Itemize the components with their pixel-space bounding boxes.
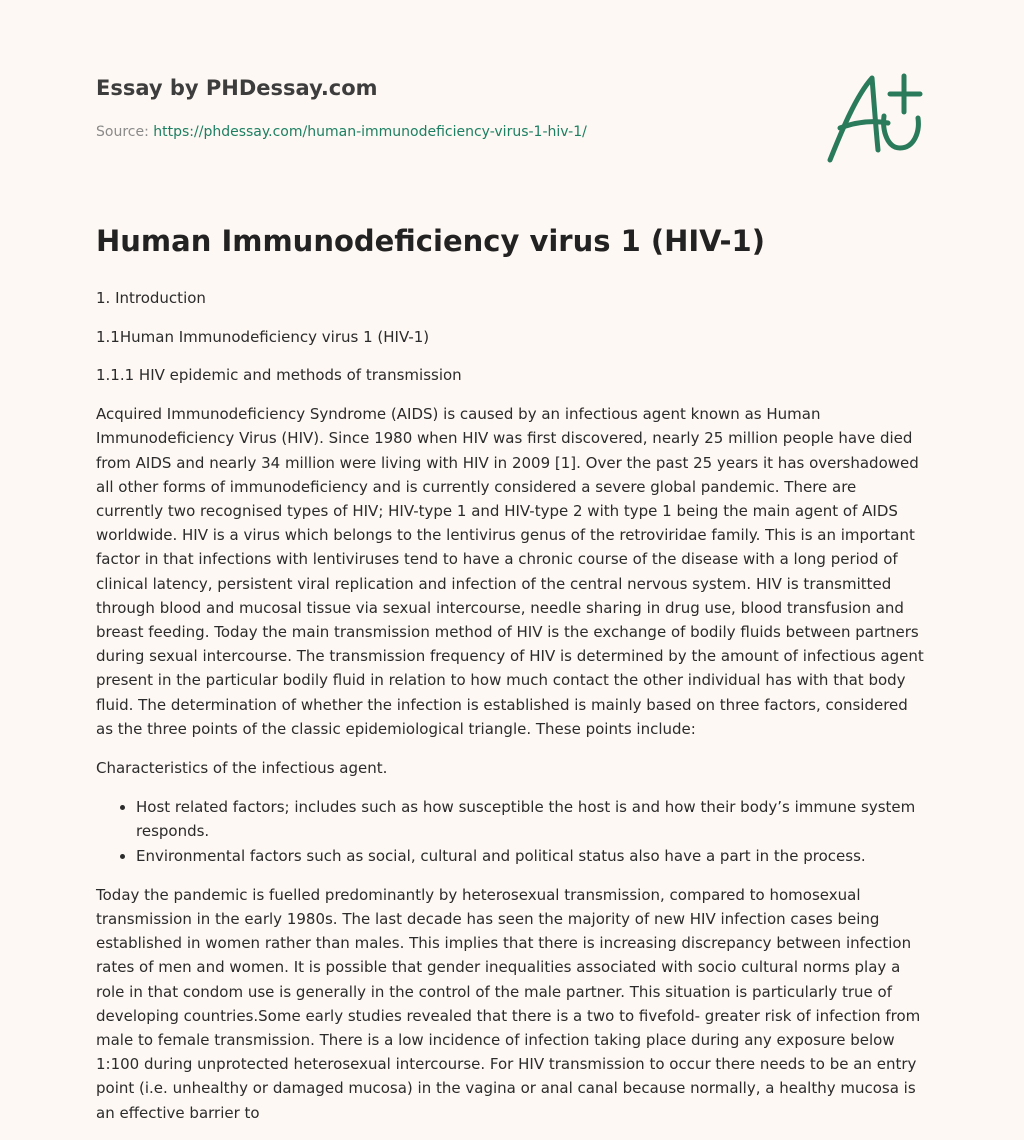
source-line (96, 124, 587, 140)
paragraph: Characteristics of the infectious agent. (96, 758, 388, 777)
paragraph: Acquired Immunodeficiency Syndrome (AIDS) is caused by an infectious agent known as Human Immunodeficiency Virus (HIV). Since 1980 when HIV was first discovered, nearly 25 million people have died from AIDS and nearly 34 million were living with HIV in 2009 [1]. Over the past 25 years it has overshadowed all other forms of immunodeficiency and is currently considered a severe global pandemic. There are currently two recognised types of HIV; HIV-type 1 and HIV-type 2 with type 1 being the main agent of AIDS worldwide. HIV is a virus which belongs to the lentivirus genus of the retroviridae family. This is an important factor in that infections with lentiviruses tend to have a chronic course of the disease with a long period of clinical latency, persistent viral replication and infection of the central nervous system. HIV is transmitted through blood and mucosal tissue via sexual intercourse, needle sharing in drug use, blood transfusion and breast feeding. Today the main transmission method of HIV is the exchange of bodily fluids between partners during sexual intercourse. The transmission frequency of HIV is determined by the amount of infectious agent present in the particular bodily fluid in relation to how much contact the other individual has with that body fluid. The determination of whether the infection is established is mainly based on three factors, considered as the three points of the classic epidemiological triangle. These points include: (96, 405, 924, 738)
essay-title: Human Immunodeficiency virus 1 (HIV-1) (96, 224, 765, 258)
site-brand: Essay by PHDessay.com (96, 76, 378, 100)
subsubsection-heading: 1.1.1 HIV epidemic and methods of transmission (96, 366, 462, 385)
paragraph: Today the pandemic is fuelled predominantly by heterosexual transmission, compared to homosexual transmission in the early 1980s. The last decade has seen the majority of new HIV infection cases being established in women rather than males. This implies that there is increasing discrepancy between infection rates of men and women. It is possible that gender inequalities associated with socio cultural norms play a role in that condom use is generally in the control of the male partner. This situation is particularly true of developing countries.Some early studies revealed that there is a two to fivefold- greater risk of infection from male to female transmission. There is a low incidence of infection taking place during any exposure below 1:100 during unprotected heterosexual intercourse. For HIV transmission to occur there needs to be an entry point (i.e. unhealthy or damaged mucosa) in the vagina or anal canal because normally, a healthy mucosa is an effective barrier to (96, 885, 921, 1122)
source-label: Source: (96, 124, 149, 140)
a-plus-logo-icon (820, 68, 930, 168)
list-item: • Environmental factors such as social, cultural and political status also have a part in the process. (136, 844, 926, 868)
list-item: • Host related factors; includes such as how susceptible the host is and how their body’s immune system responds. (136, 795, 926, 843)
section-heading: 1. Introduction (96, 289, 206, 307)
bullet-list (96, 795, 926, 868)
subsection-heading: 1.1Human Immunodeficiency virus 1 (HIV-1) (96, 327, 430, 346)
source-link[interactable]: https://phdessay.com/human-immunodeficiency-virus-1-hiv-1/ (153, 124, 587, 140)
essay-body (96, 286, 926, 1140)
